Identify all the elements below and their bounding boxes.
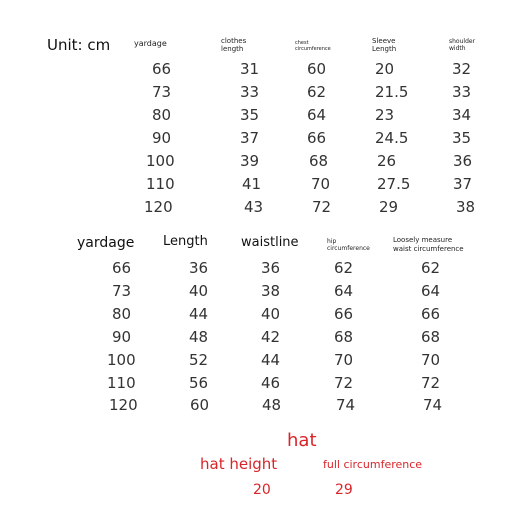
hat-value-circumference: 29 (335, 482, 353, 498)
bottom-cell: 48 (189, 328, 209, 346)
bottom-cell: 120 (109, 396, 138, 414)
top-cell: 39 (240, 152, 260, 170)
top-cell: 35 (452, 129, 472, 147)
top-cell: 70 (311, 175, 331, 193)
bottom-cell: 74 (423, 396, 443, 414)
top-cell: 23 (375, 106, 395, 124)
bottom-cell: 52 (189, 351, 209, 369)
top-header-sleeve-length: Sleeve Length (372, 37, 397, 53)
bottom-header-waistline: waistline (241, 235, 299, 250)
bottom-cell: 72 (334, 374, 354, 392)
top-cell: 41 (242, 175, 262, 193)
bottom-header-loose-waist: Loosely measure waist circumference (393, 236, 464, 253)
bottom-cell: 56 (189, 374, 209, 392)
bottom-cell: 100 (107, 351, 136, 369)
top-cell: 38 (456, 198, 476, 216)
bottom-cell: 48 (262, 396, 282, 414)
top-cell: 21.5 (375, 83, 409, 101)
bottom-header-hip-circumference: hip circumference (327, 238, 370, 252)
top-header-shoulder-width: shoulder width (449, 38, 476, 52)
hat-value-height: 20 (253, 482, 271, 498)
bottom-cell: 44 (261, 351, 281, 369)
bottom-header-length: Length (163, 234, 208, 249)
bottom-cell: 74 (336, 396, 356, 414)
top-cell: 27.5 (377, 175, 411, 193)
top-header-yardage: yardage (134, 39, 167, 48)
bottom-cell: 80 (112, 305, 132, 323)
top-header-chest-circumference: chest circumference (295, 40, 331, 52)
top-cell: 100 (146, 152, 175, 170)
top-cell: 34 (452, 106, 472, 124)
top-cell: 37 (453, 175, 473, 193)
bottom-cell: 110 (107, 374, 136, 392)
top-header-clothes-length: clothes length (221, 37, 247, 53)
bottom-cell: 44 (189, 305, 209, 323)
bottom-cell: 62 (334, 259, 354, 277)
bottom-cell: 62 (421, 259, 441, 277)
top-cell: 26 (377, 152, 397, 170)
bottom-cell: 66 (112, 259, 132, 277)
bottom-cell: 66 (334, 305, 354, 323)
top-cell: 35 (240, 106, 260, 124)
bottom-cell: 36 (261, 259, 281, 277)
bottom-cell: 70 (421, 351, 441, 369)
unit-label: Unit: cm (47, 36, 111, 54)
bottom-cell: 68 (334, 328, 354, 346)
top-cell: 36 (453, 152, 473, 170)
hat-title: hat (287, 430, 317, 451)
top-cell: 72 (312, 198, 332, 216)
bottom-cell: 73 (112, 282, 132, 300)
bottom-cell: 72 (421, 374, 441, 392)
bottom-cell: 60 (190, 396, 210, 414)
bottom-cell: 42 (261, 328, 281, 346)
bottom-cell: 40 (189, 282, 209, 300)
bottom-header-yardage: yardage (77, 235, 135, 251)
top-cell: 29 (379, 198, 399, 216)
hat-header-circumference: full circumference (323, 458, 423, 471)
top-cell: 66 (307, 129, 327, 147)
top-cell: 110 (146, 175, 175, 193)
top-cell: 43 (244, 198, 264, 216)
bottom-cell: 38 (261, 282, 281, 300)
top-cell: 33 (452, 83, 472, 101)
top-cell: 32 (452, 60, 472, 78)
top-cell: 37 (240, 129, 260, 147)
bottom-cell: 90 (112, 328, 132, 346)
top-cell: 20 (375, 60, 395, 78)
top-cell: 73 (152, 83, 172, 101)
top-cell: 31 (240, 60, 260, 78)
bottom-cell: 40 (261, 305, 281, 323)
top-cell: 66 (152, 60, 172, 78)
bottom-cell: 64 (421, 282, 441, 300)
bottom-cell: 70 (334, 351, 354, 369)
bottom-cell: 36 (189, 259, 209, 277)
top-cell: 64 (307, 106, 327, 124)
top-cell: 120 (144, 198, 173, 216)
bottom-cell: 66 (421, 305, 441, 323)
top-cell: 24.5 (375, 129, 409, 147)
bottom-cell: 64 (334, 282, 354, 300)
top-cell: 68 (309, 152, 329, 170)
bottom-cell: 46 (261, 374, 281, 392)
top-cell: 90 (152, 129, 172, 147)
top-cell: 33 (240, 83, 260, 101)
top-cell: 62 (307, 83, 327, 101)
top-cell: 60 (307, 60, 327, 78)
top-cell: 80 (152, 106, 172, 124)
hat-header-height: hat height (200, 455, 278, 473)
bottom-cell: 68 (421, 328, 441, 346)
